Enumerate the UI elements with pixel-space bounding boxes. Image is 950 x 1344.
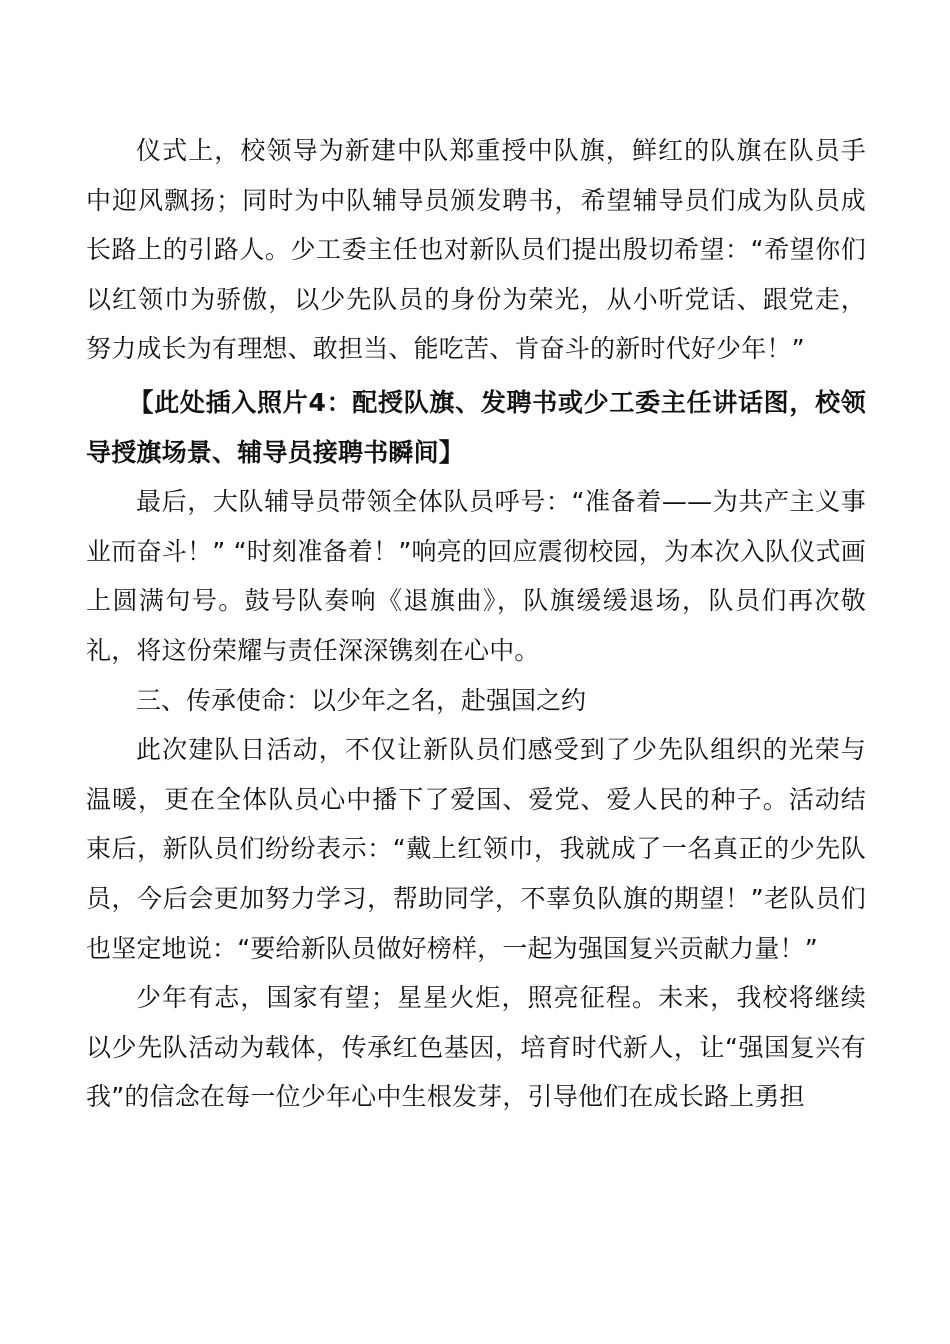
photo-placeholder-note: 【此处插入照片4：配授队旗、发聘书或少工委主任讲话图，校领导授旗场景、辅导员接聘书瞬间】 [86, 387, 866, 467]
paragraph-ceremony: 仪式上，校领导为新建中队郑重授中队旗，鲜红的队旗在队员手中迎风飘扬；同时为中队辅导员颁发聘书，希望辅导员们成为队员成长路上的引路人。少工委主任也对新队员们提出殷切希望：“希望你们以红领巾为骄傲，以少先队员的身份为荣光，从小听党话、跟党走，努力成长为有理想、敢担当、能吃苦、肯奋斗的新时代好少年！” [86, 136, 866, 364]
paragraph-future-outlook: 少年有志，国家有望；星星火炬，照亮征程。未来，我校将继续以少先队活动为载体，传承红色基因，培育时代新人，让“强国复兴有我”的信念在每一位少年心中生根发芽，引导他们在成长路上勇担 [86, 983, 866, 1112]
paragraph-closing-pledge: 最后，大队辅导员带领全体队员呼号：“准备着——为共产主义事业而奋斗！” “时刻准备着！”响亮的回应震彻校园，为本次入队仪式画上圆满句号。鼓号队奏响《退旗曲》，队旗缓缓退场，队员们再次敬礼，将这份荣耀与责任深深镌刻在心中。 [86, 487, 866, 665]
section-heading-three: 三、传承使命：以少年之名，赴强国之约 [136, 685, 587, 715]
paragraph-activity-impact: 此次建队日活动，不仅让新队员们感受到了少先队组织的光荣与温暖，更在全体队员心中播下了爱国、爱党、爱人民的种子。活动结束后，新队员们纷纷表示：“戴上红领巾，我就成了一名真正的少先队员，今后会更加努力学习，帮助同学，不辜负队旗的期望！”老队员们也坚定地说：“要给新队员做好榜样，一起为强国复兴贡献力量！” [86, 735, 866, 963]
document-body [86, 126, 866, 1122]
